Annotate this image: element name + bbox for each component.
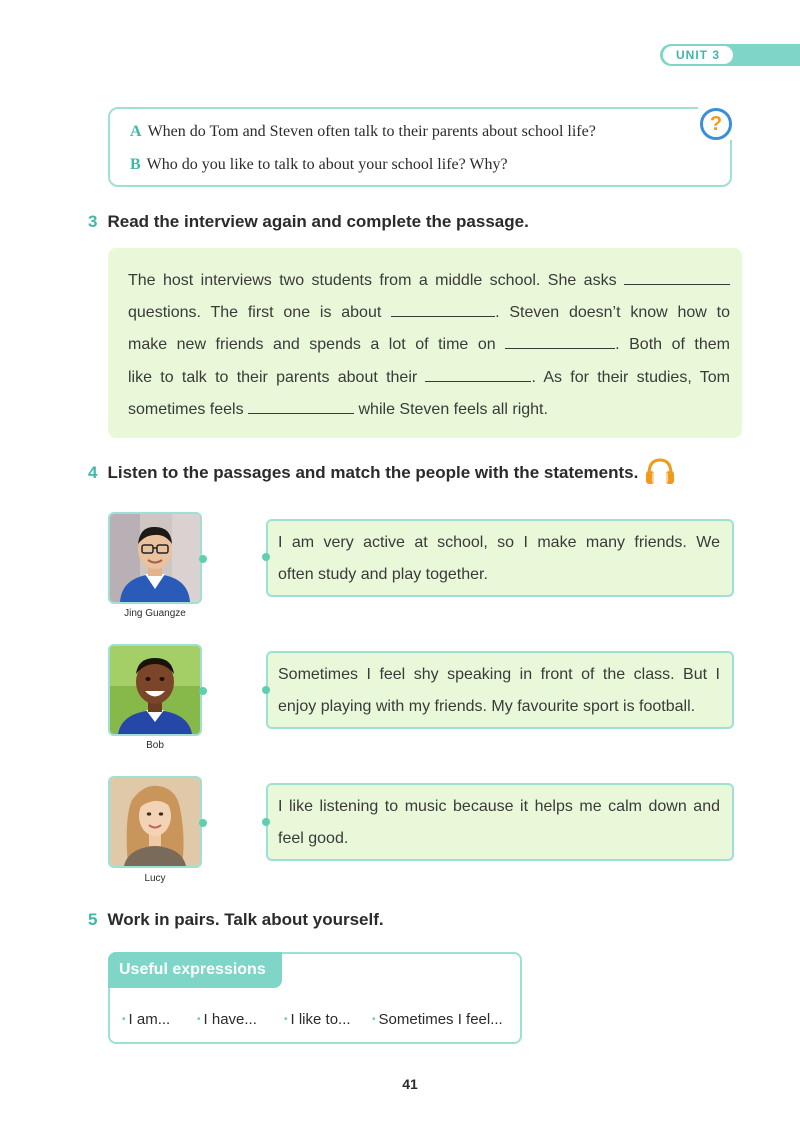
passage-line: questions. The first one is about . Steven doesn’t know how to: [128, 304, 731, 321]
question-mark-icon: ?: [698, 106, 732, 140]
question-text: Who do you like to talk to about your school life? Why?: [146, 156, 508, 173]
statement-line: often study and play together.: [278, 566, 488, 583]
question-a: [130, 123, 596, 141]
section-number: 3: [88, 212, 98, 231]
question-text: When do Tom and Steven often talk to their parents about school life?: [147, 123, 596, 140]
bullet-icon: •: [284, 1014, 288, 1025]
photo-bob: [108, 644, 202, 736]
match-dot[interactable]: [262, 553, 270, 561]
section-number: 5: [88, 910, 98, 929]
bullet-icon: •: [197, 1014, 201, 1025]
section-4-heading: [88, 463, 638, 483]
section-title: Listen to the passages and match the people with the statements.: [107, 463, 639, 482]
unit-label: UNIT 3: [663, 46, 733, 64]
section-5-heading: [88, 910, 384, 930]
passage-line: like to talk to their parents about their . As for their studies, Tom: [128, 369, 730, 386]
question-letter: B: [130, 156, 141, 173]
statement-line: I like listening to music because it helps me calm down and: [278, 798, 720, 815]
expression-item: • I like to...: [284, 1011, 351, 1028]
section-3-heading: [88, 212, 529, 232]
person-name: Jing Guangze: [124, 608, 186, 619]
page-number: 41: [402, 1076, 418, 1092]
bullet-icon: •: [122, 1014, 126, 1025]
statement-box-3: [266, 783, 734, 861]
photo-lucy: [108, 776, 202, 868]
answer-blank[interactable]: [248, 399, 354, 414]
person-name: Lucy: [144, 873, 166, 884]
match-dot[interactable]: [199, 555, 207, 563]
expression-item: • I have...: [197, 1011, 257, 1028]
passage-line: sometimes feels while Steven feels all right.: [128, 401, 548, 418]
section-title: Work in pairs. Talk about yourself.: [107, 910, 384, 929]
match-dot[interactable]: [262, 818, 270, 826]
expression-item: • Sometimes I feel...: [372, 1011, 503, 1028]
section-title: Read the interview again and complete the passage.: [107, 212, 529, 231]
statement-line: I am very active at school, so I make many friends. We: [278, 534, 720, 551]
passage-line: The host interviews two students from a middle school. She asks: [128, 270, 730, 291]
match-dot[interactable]: [262, 686, 270, 694]
question-b: [130, 156, 508, 174]
statement-line: feel good.: [278, 830, 349, 847]
answer-blank[interactable]: [505, 334, 615, 349]
statement-line: enjoy playing with my friends. My favourite sport is football.: [278, 698, 696, 715]
match-dot[interactable]: [199, 687, 207, 695]
answer-blank[interactable]: [425, 367, 531, 382]
answer-blank[interactable]: [624, 270, 730, 285]
answer-blank[interactable]: [391, 302, 495, 317]
person-name: Bob: [146, 740, 164, 751]
match-dot[interactable]: [199, 819, 207, 827]
expression-item: • I am...: [122, 1011, 171, 1028]
statement-box-1: [266, 519, 734, 597]
bullet-icon: •: [372, 1014, 376, 1025]
passage-line: make new friends and spends a lot of time on . Both of them: [128, 336, 731, 353]
photo-jing-guangze: [108, 512, 202, 604]
question-box: [108, 107, 732, 187]
section-number: 4: [88, 463, 98, 482]
statement-box-2: [266, 651, 734, 729]
headphones-icon[interactable]: [644, 456, 676, 486]
useful-expressions-title: Useful expressions: [108, 952, 282, 988]
statement-line: Sometimes I feel shy speaking in front of the class. But I: [278, 666, 720, 683]
question-letter: A: [130, 123, 142, 140]
